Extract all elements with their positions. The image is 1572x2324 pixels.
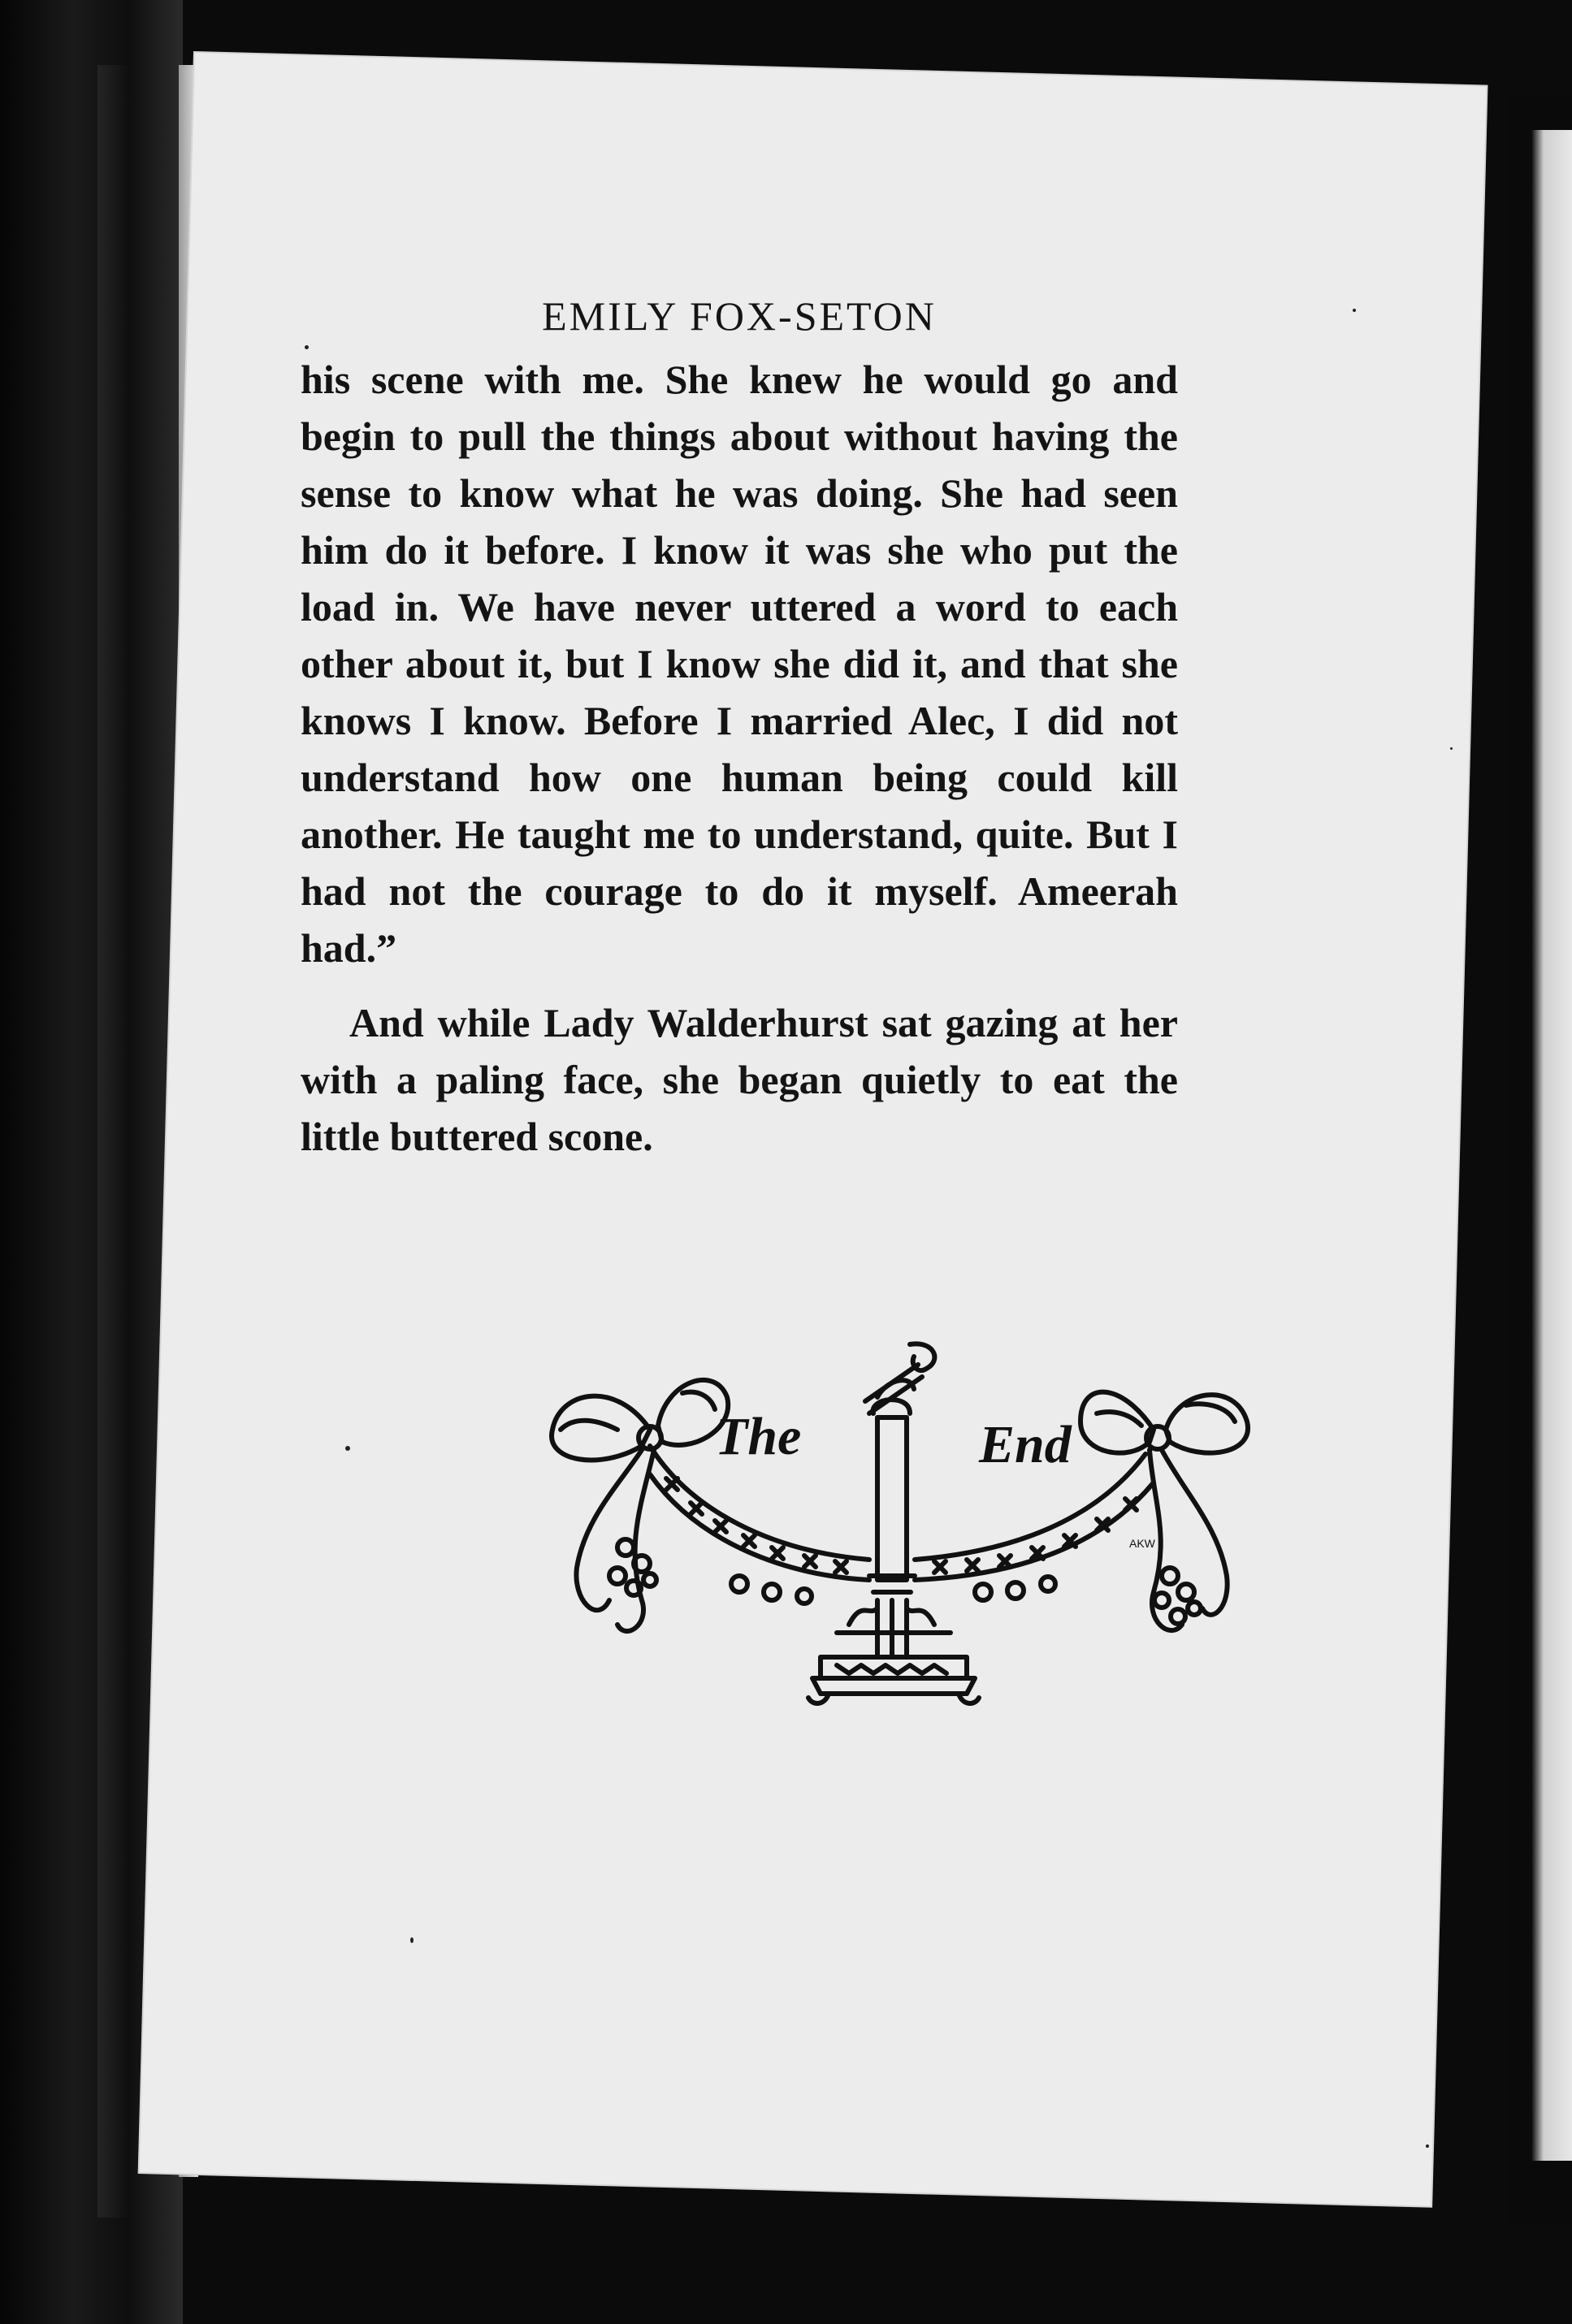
central-candlestick-icon bbox=[808, 1344, 979, 1703]
running-head: EMILY FOX-SETON bbox=[542, 293, 937, 339]
the-end-tailpiece-ornament bbox=[528, 1332, 1275, 1714]
scan-speck bbox=[410, 1937, 414, 1943]
tailpiece-end-label: End bbox=[979, 1415, 1072, 1474]
right-garland-icon bbox=[915, 1454, 1201, 1624]
scan-speck bbox=[1353, 309, 1356, 312]
page-text-block bbox=[301, 292, 1178, 1165]
scan-speck bbox=[345, 1446, 350, 1451]
facing-page-sliver bbox=[1531, 130, 1572, 2161]
scan-speck bbox=[1426, 2144, 1429, 2148]
paragraph: And while Lady Walderhurst sat gazing at her with a paling face, she began quietly to eat the little buttered scone. bbox=[301, 1000, 1178, 1159]
scan-speck bbox=[1450, 747, 1453, 750]
paragraph: his scene with me. She knew he would go and begin to pull the things about without having the sense to know what he was doing. She had seen him do it before. I know it was she who put the load in. We have never uttered a word to each other about it, but I know she did it, and that she knows I know. Before I married Alec, I did not understand how one human being could kill another. He taught me to understand, quite. But I had not the courage to do it myself. Ameerah had.” bbox=[301, 357, 1178, 971]
tailpiece-the-label: The bbox=[715, 1407, 802, 1466]
illustrator-initials: AKW bbox=[1129, 1537, 1155, 1550]
